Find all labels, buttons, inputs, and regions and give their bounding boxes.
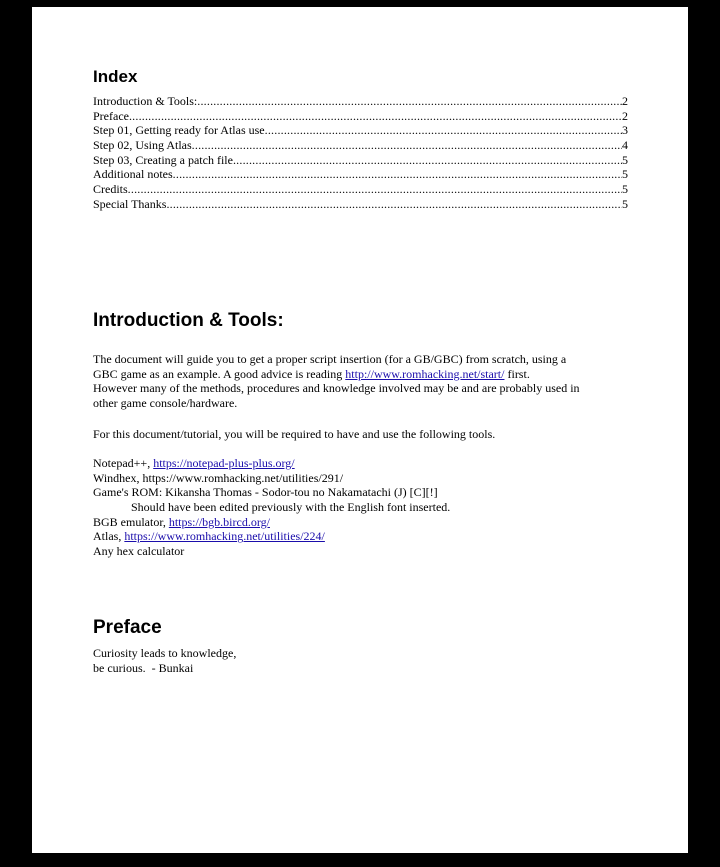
table-of-contents [93, 94, 628, 212]
toc-dot-leader [128, 182, 622, 197]
tool-item-notepad [93, 456, 633, 471]
toc-entry[interactable] [93, 109, 628, 124]
intro-line: However many of the methods, procedures and knowledge involved may be and are probably used in [93, 381, 580, 396]
toc-dot-leader [233, 153, 622, 168]
toc-dot-leader [129, 109, 622, 124]
index-heading: Index [93, 67, 138, 86]
tools-intro-text: For this document/tutorial, you will be required to have and use the following tools. [93, 427, 496, 441]
toc-entry-page: 5 [622, 152, 628, 167]
document-page [32, 7, 688, 853]
toc-entry[interactable] [93, 123, 628, 138]
preface-heading: Preface [93, 617, 162, 638]
toc-entry-title: Step 02, Using Atlas [93, 138, 192, 153]
toc-entry-page: 5 [622, 196, 628, 211]
tool-label: Notepad++, [93, 456, 154, 470]
toc-entry-page: 2 [622, 108, 628, 123]
bgb-link[interactable]: https://bgb.bircd.org/ [168, 514, 270, 529]
tool-item-bgb [93, 515, 633, 530]
tool-item-windhex [93, 471, 633, 486]
tool-item-calculator: Any hex calculator [93, 544, 185, 559]
toc-entry-title: Introduction & Tools: [93, 94, 198, 108]
tool-label: BGB emulator, [93, 514, 169, 529]
intro-text: GBC game as an example. A good advice is reading [93, 366, 346, 381]
preface-quote [93, 646, 633, 675]
toc-entry-page: 4 [622, 138, 628, 153]
tool-label: Atlas, [93, 529, 125, 544]
toc-entry-title: Preface [93, 108, 129, 123]
intro-line [93, 367, 633, 382]
toc-entry-title: Credits [93, 182, 128, 197]
toc-entry[interactable] [93, 197, 628, 212]
intro-paragraph [93, 352, 633, 411]
toc-entry-title: Step 03, Creating a patch file [93, 152, 233, 167]
toc-entry-page: 2 [622, 94, 628, 108]
toc-dot-leader [166, 197, 622, 212]
tool-item-rom: Game's ROM: Kikansha Thomas - Sodor-tou no Nakamatachi (J) [C][!] [93, 485, 438, 500]
toc-entry-title: Special Thanks [93, 196, 167, 211]
atlas-link[interactable]: https://www.romhacking.net/utilities/224/ [124, 529, 325, 544]
toc-entry[interactable] [93, 153, 628, 168]
intro-line: The document will guide you to get a proper script insertion (for a GB/GBC) from scratch, using a [93, 352, 567, 366]
toc-dot-leader [173, 167, 622, 182]
romhacking-start-link[interactable]: http://www.romhacking.net/start/ [345, 366, 505, 381]
toc-dot-leader [192, 138, 622, 153]
tool-label: Windhex, [93, 470, 143, 485]
intro-text: first. [504, 366, 530, 381]
windhex-url: https://www.romhacking.net/utilities/291/ [142, 470, 344, 485]
rom-note: Should have been edited previously with the English font inserted. [131, 500, 451, 515]
toc-entry[interactable] [93, 138, 628, 153]
preface-line: be curious. - Bunkai [93, 660, 194, 675]
preface-line: Curiosity leads to knowledge, [93, 646, 237, 660]
tools-list [93, 456, 633, 559]
toc-entry[interactable] [93, 167, 628, 182]
toc-entry-page: 5 [622, 182, 628, 197]
toc-entry-title: Additional notes [93, 167, 173, 182]
toc-entry[interactable] [93, 182, 628, 197]
toc-dot-leader [197, 94, 622, 109]
intro-line: other game console/hardware. [93, 396, 238, 411]
toc-dot-leader [265, 123, 622, 138]
intro-heading: Introduction & Tools: [93, 310, 284, 331]
toc-entry[interactable] [93, 94, 628, 109]
toc-entry-title: Step 01, Getting ready for Atlas use [93, 123, 265, 138]
tool-item-atlas [93, 529, 633, 544]
toc-entry-page: 5 [622, 167, 628, 182]
toc-entry-page: 3 [622, 123, 628, 138]
notepad-link[interactable]: https://notepad-plus-plus.org/ [153, 456, 295, 470]
